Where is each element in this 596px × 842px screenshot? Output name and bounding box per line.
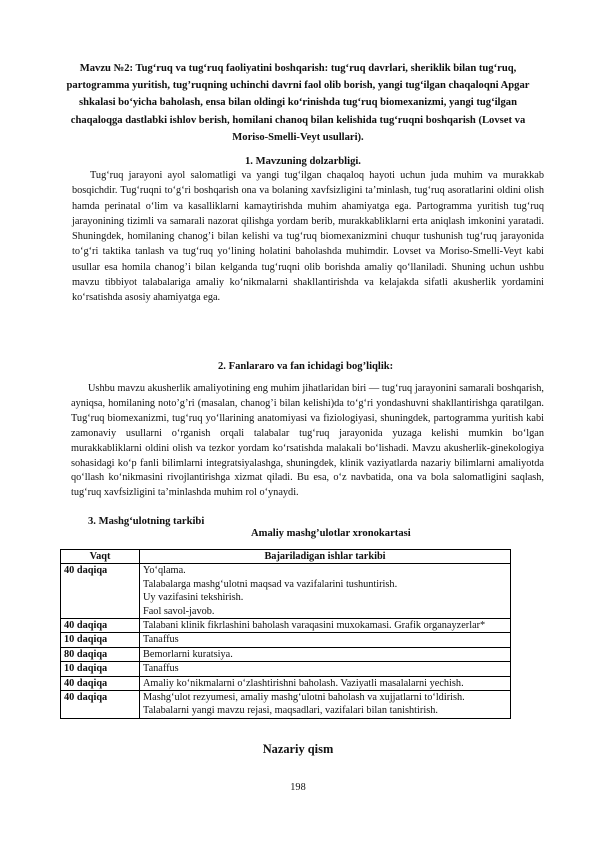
document-title: Mavzu №2: Tug‘ruq va tug‘ruq faoliyatini boshqarish: tug‘ruq davrlari, sheriklik bilan tug‘ruq, partogramma yuritish, tug’ruqning uchinchi davrni faol olib borish, yangi tug‘ilgan chaqaloqni Apgar shkalasi bo‘yicha baholash, ensa bilan oldingi ko‘rinishda tug‘ruq biomexanizmi, yangi tug‘ilgan chaqaloqga dastlabki ishlov berish, homilani chanoq bilan kelishida tug‘ruqni boshqarish (Lovset va Moriso-Smelli-Veyt usullari). [66,63,530,143]
row-time: 80 daqiqa [61,647,140,661]
table-row [61,633,511,647]
row-content: Talabani klinik fikrlashini baholash varaqasini muxokamasi. Grafik organayzerlar* [140,619,511,633]
section-2-heading: 2. Fanlararo va fan ichidagi bog’liqlik: [218,361,394,372]
row-time: 40 daqiqa [61,619,140,633]
header-time: Vaqt [61,550,140,564]
table-body [61,564,511,718]
table-row [61,647,511,661]
table-row [61,662,511,676]
row-time: 40 daqiqa [61,564,140,619]
row-time: 10 daqiqa [61,662,140,676]
section-2-paragraph: Ushbu mavzu akusherlik amaliyotining eng muhim jihatlaridan biri — tug‘ruq jarayonini samarali boshqarish, ayniqsa, homilaning noto’g’ri (masalan, chanog’i bilan kelishi)da to‘g‘ri yondashuvni shakllantirishga qaratilgan. Tug‘ruq biomexanizmi, tug‘ruq yo‘llarining anatomiyasi va fiziologiyasi, shuningdek, partogramma yuritish kabi zamonaviy usullarni o‘rganish orqali talabalar tug‘ruq jarayonida yuzaga kelishi mumkin bo‘lgan murakkabliklarni oldini olish va tezkor yordam ko‘rsatishda malakali bo‘lishadi. Mavzu akusherlik-ginekologiya sohasidagi ko‘p fanli bilimlarni integratsiyalashga, shuningdek, klinik vaziyatlarda nazariy bilimlarni amaliyotda qo‘llash ko‘nikmasini rivojlantirishga xizmat qiladi. Bu esa, o‘z navbatida, ona va bola salomatligini saqlash, tug‘ruq xavfsizligini ta’minlashda muhim rol o‘ynaydi. [71,383,544,499]
row-content: Tanaffus [140,633,511,647]
schedule-table [60,549,511,719]
row-content: Amaliy ko‘nikmalarni o‘zlashtirishni baholash. Vaziyatli masalalarni yechish. [140,676,511,690]
row-content: Yo‘qlama. Talabalarga mashg‘ulotni maqsad va vazifalarini tushuntirish. Uy vazifasini tekshirish. Faol savol-javob. [140,564,511,619]
row-content: Bemorlarni kuratsiya. [140,647,511,661]
row-time: 10 daqiqa [61,633,140,647]
section-1-paragraph: Tug‘ruq jarayoni ayol salomatligi va yangi tug‘ilgan chaqaloq hayoti uchun juda muhim va murakkab bosqichdir. Tug‘ruqni to‘g‘ri boshqarish ona va bolaning xavfsizligini ta’minlash, tug‘ruq asoratlarini oldini olish hamda perinatal o‘lim va kasalliklarni kamaytirishda muhim ahamiyatga ega. Partogramma yuritish tug‘ruq jarayonining tizimli va samarali nazorat qilishga yordam berib, murakkabliklarni erta aniqlash imkonini yaratadi. Shuningdek, homilaning chanog’i bilan kelishi va tug‘ruq biomexanizmini chuqur tushunish tug‘ruq jarayonida to‘g‘ri taktika tanlash va tug‘ruq yo‘lining holatini baholashda muhimdir. Lovset va Moriso-Smelli-Veyt kabi usullar esa homila chanog’i bilan kelganda tug‘ruqni olib borishda amaliy qo‘llaniladi. Shuning uchun ushbu mavzu tibbiyot talabalariga amaliy ko‘nikmalarni shakllantirishda va kelajakda sifatli akusherlik yordamini ko‘rsatishda asosiy ahamiyatga ega. [72,170,544,304]
row-time: 40 daqiqa [61,676,140,690]
section-1-heading: 1. Mavzuning dolzarbligi. [245,156,361,167]
row-time: 40 daqiqa [61,691,140,719]
row-content: Tanaffus [140,662,511,676]
row-content: Mashg‘ulot rezyumesi, amaliy mashg‘ulotni baholash va xujjatlarni to‘ldirish. Talabalarni yangi mavzu rejasi, maqsadlari, vazifalari bilan tanishtirish. [140,691,511,719]
section-3-heading: 3. Mashg‘ulotning tarkibi [88,516,205,527]
table-row [61,564,511,619]
table-row [61,691,511,719]
section-theory-heading: Nazariy qism [262,742,334,756]
table-header-row [61,550,511,564]
table-row [61,676,511,690]
page-number: 198 [290,782,306,793]
header-content: Bajariladigan ishlar tarkibi [140,550,511,564]
table-row [61,619,511,633]
table-caption: Amaliy mashg’ulotlar xronokartasi [251,528,411,539]
